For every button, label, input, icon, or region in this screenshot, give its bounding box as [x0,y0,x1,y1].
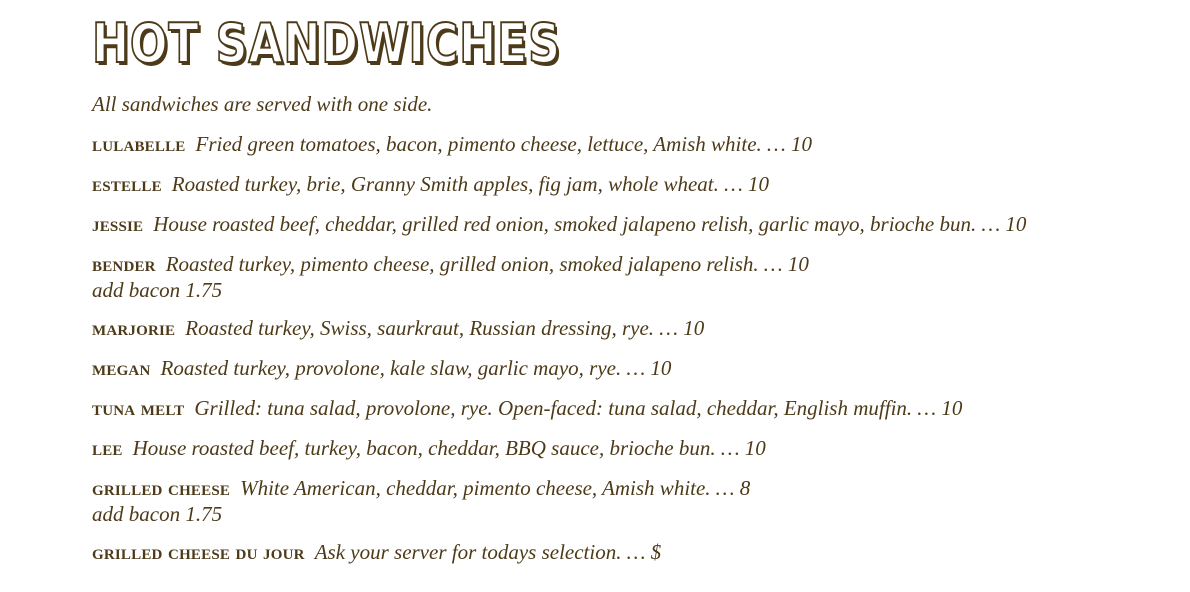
menu-item-name: lee [92,436,123,460]
menu-item [92,538,1172,566]
menu-item-description: Roasted turkey, pimento cheese, grilled onion, smoked jalapeno relish. … 10 [165,252,809,276]
menu-item-description: White American, cheddar, pimento cheese, Amish white. … 8 [240,476,751,500]
menu-item [92,130,1172,158]
menu-item-name: grilled cheese du jour [92,540,305,564]
menu-item-name: tuna melt [92,396,185,420]
menu-item-name: megan [92,356,151,380]
section-intro: All sandwiches are served with one side. [92,92,433,116]
menu-item [92,170,1172,198]
menu-item-description: Ask your server for todays selection. … $ [314,540,662,564]
menu-item [92,354,1172,382]
menu-item-description: Grilled: tuna salad, provolone, rye. Open-faced: tuna salad, cheddar, English muffin. … 10 [194,396,963,420]
menu-item-list [92,130,1172,566]
menu-item-description: Roasted turkey, brie, Granny Smith apples, fig jam, whole wheat. … 10 [171,172,770,196]
menu-item [92,474,1172,526]
menu-item-name: estelle [92,172,162,196]
menu-item-description: Roasted turkey, Swiss, saurkraut, Russian dressing, rye. … 10 [185,316,705,340]
menu-item-addon: add bacon 1.75 [92,278,223,302]
menu-item-name: marjorie [92,316,176,340]
menu-item [92,250,1172,302]
menu-section [92,12,1172,578]
menu-item-description: Roasted turkey, provolone, kale slaw, garlic mayo, rye. … 10 [160,356,672,380]
menu-item-name: lulabelle [92,132,186,156]
menu-item-name: bender [92,252,156,276]
menu-item [92,210,1172,238]
menu-item [92,394,1172,422]
menu-item-description: House roasted beef, turkey, bacon, cheddar, BBQ sauce, brioche bun. … 10 [132,436,766,460]
menu-item-description: House roasted beef, cheddar, grilled red onion, smoked jalapeno relish, garlic mayo, brioche bun. … 10 [153,212,1027,236]
menu-item-description: Fried green tomatoes, bacon, pimento cheese, lettuce, Amish white. … 10 [195,132,812,156]
section-heading: HOT SANDWICHES [92,12,561,75]
menu-item-addon: add bacon 1.75 [92,502,223,526]
menu-item-name: jessie [92,212,144,236]
menu-item-name: grilled cheese [92,476,231,500]
menu-item [92,434,1172,462]
menu-item [92,314,1172,342]
